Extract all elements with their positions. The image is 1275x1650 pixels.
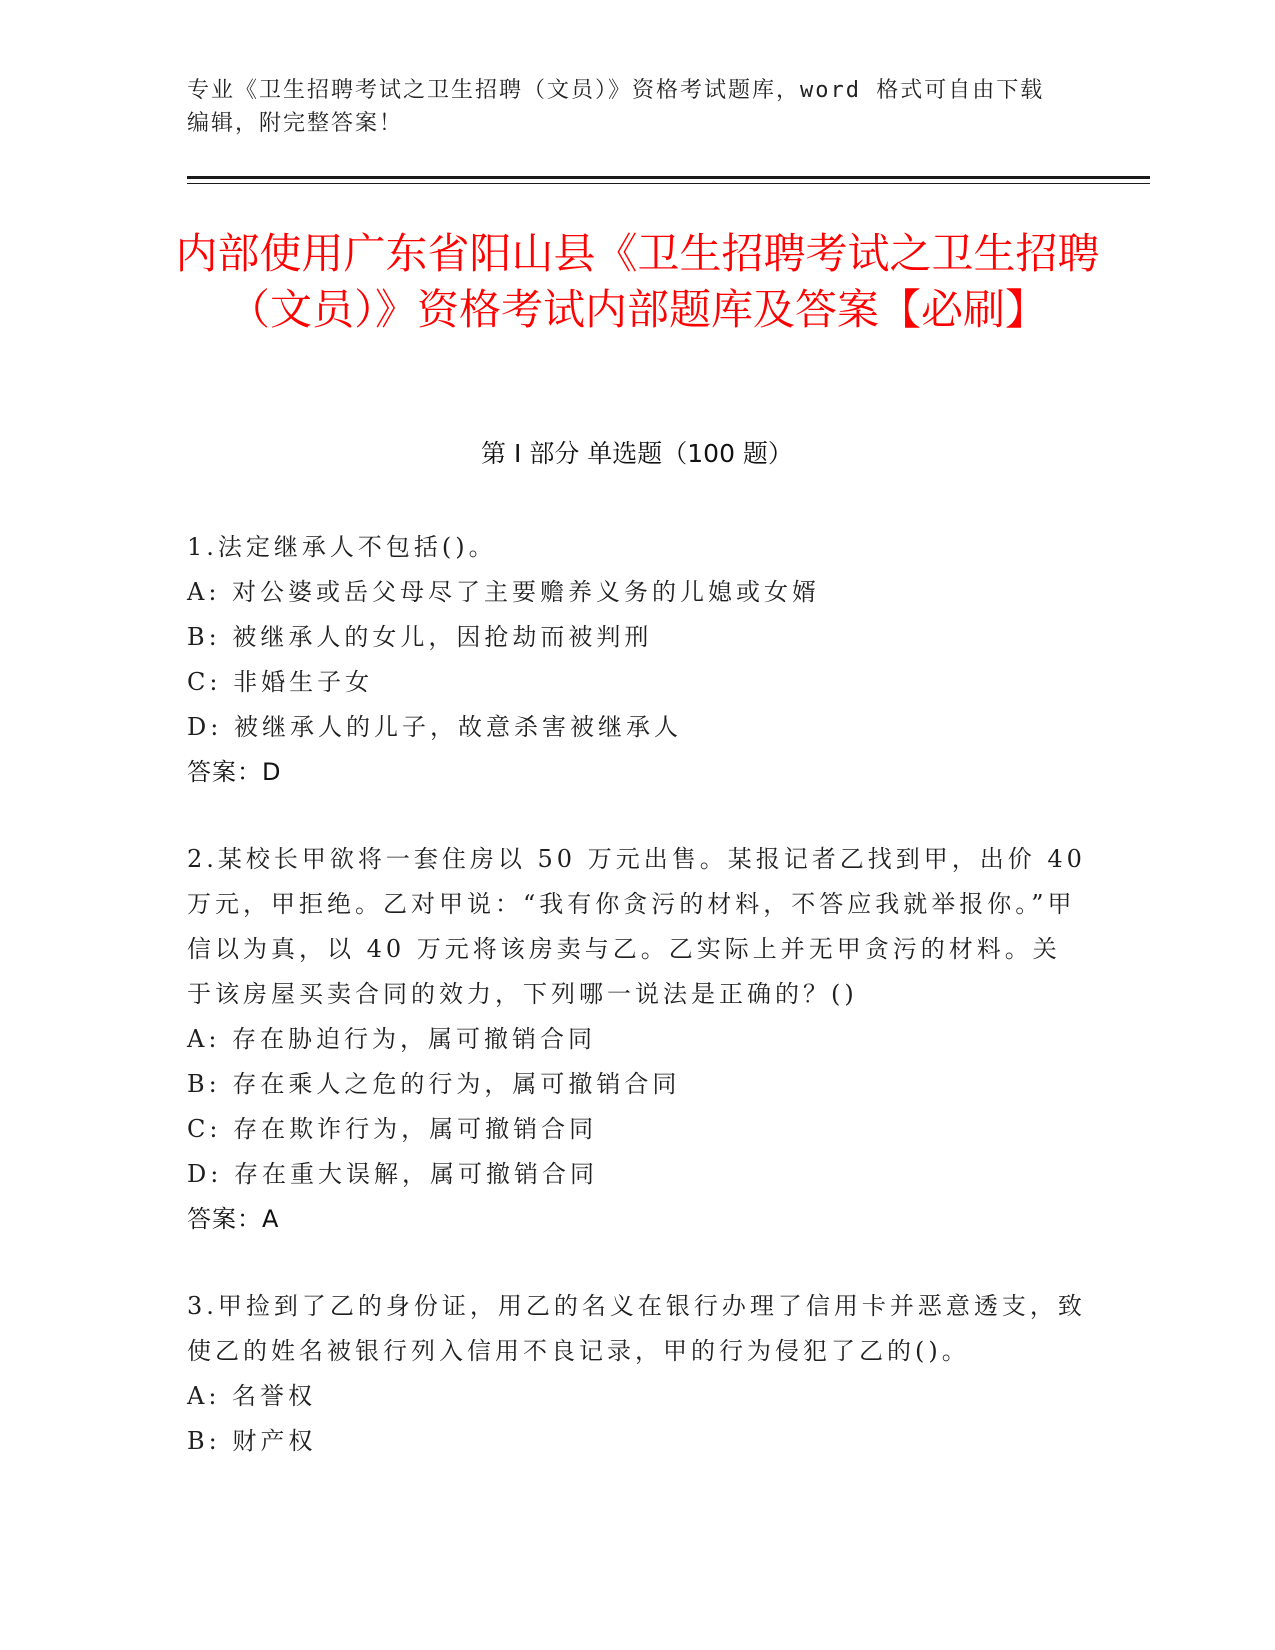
header-note: 专业《卫生招聘考试之卫生招聘（文员）》资格考试题库，word 格式可自由下载编辑，附完整答案！	[187, 78, 1045, 136]
question-stem: 2.某校长甲欲将一套住房以 50 万元出售。某报记者乙找到甲，出价 40 万元，甲拒绝。乙对甲说：“我有你贪污的材料，不答应我就举报你。”甲信以为真，以 40 万元将该房卖与乙。乙实际上并无甲贪污的材料。关于该房屋买卖合同的效力，下列哪一说法是正确的？()	[187, 845, 1086, 1008]
header-divider-thin	[187, 183, 1150, 184]
section-title: 第 I 部分 单选题（100 题）	[481, 439, 793, 468]
option-b: B: 财产权	[187, 1427, 317, 1455]
option-a: A: 对公婆或岳父母尽了主要赡养义务的儿媳或女婿	[187, 578, 821, 606]
question-2	[187, 837, 1087, 1242]
answer: 答案：D	[187, 758, 282, 786]
option-b: B: 存在乘人之危的行为，属可撤销合同	[187, 1070, 681, 1098]
header-divider	[187, 176, 1150, 179]
option-b: B: 被继承人的女儿，因抢劫而被判刑	[187, 623, 653, 651]
question-stem: 1.法定继承人不包括()。	[187, 533, 497, 561]
option-d: D: 被继承人的儿子，故意杀害被继承人	[187, 713, 682, 741]
option-c: C: 存在欺诈行为，属可撤销合同	[187, 1115, 598, 1143]
question-stem: 3.甲捡到了乙的身份证，用乙的名义在银行办理了信用卡并恶意透支，致使乙的姓名被银行列入信用不良记录，甲的行为侵犯了乙的()。	[187, 1292, 1086, 1365]
option-d: D: 存在重大误解，属可撤销合同	[187, 1160, 598, 1188]
document-title: 内部使用广东省阳山县《卫生招聘考试之卫生招聘（文员）》资格考试内部题库及答案【必刷】	[175, 229, 1100, 334]
option-a: A: 名誉权	[187, 1382, 317, 1410]
option-a: A: 存在胁迫行为，属可撤销合同	[187, 1025, 597, 1053]
answer: 答案：A	[187, 1205, 280, 1233]
option-c: C: 非婚生子女	[187, 668, 374, 696]
question-list	[187, 525, 1087, 1506]
question-1	[187, 525, 1087, 795]
question-3	[187, 1284, 1087, 1464]
